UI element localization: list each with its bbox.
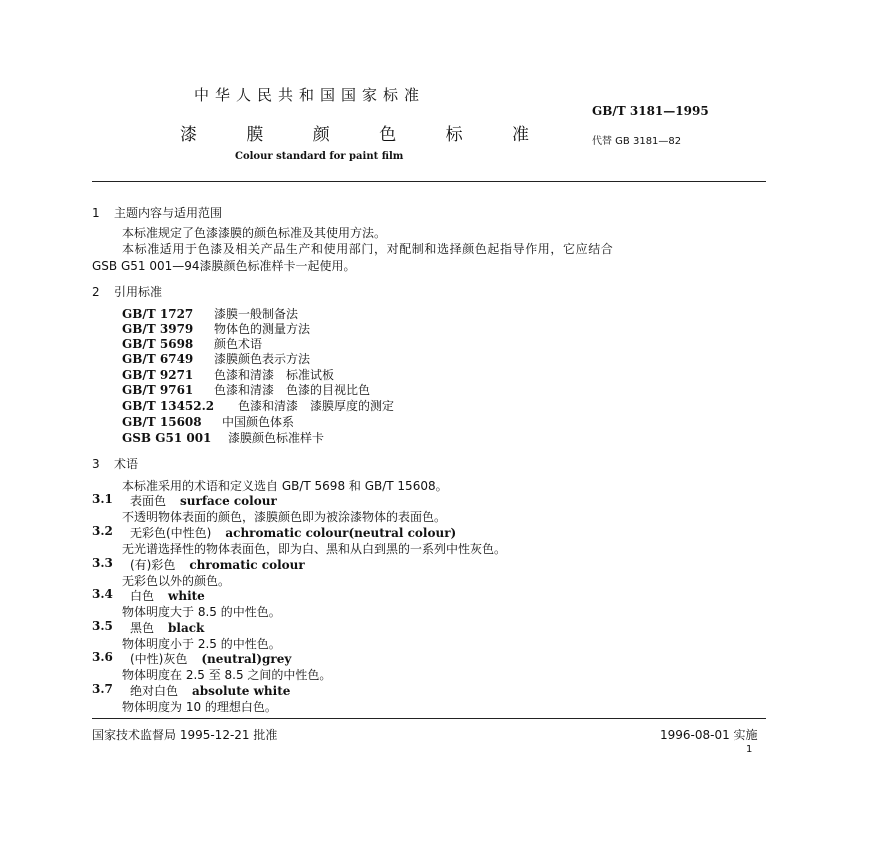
replaces-note: 代替 GB 3181—82 [592,136,682,147]
section-1-heading [92,204,222,221]
section-3-heading [92,455,138,472]
term-english: (neutral)grey [201,652,292,666]
section-1-para-2-line-1: 本标准适用于色漆及相关产品生产和使用部门，对配制和选择颜色起指导作用，它应结合 [122,242,614,256]
term-definition: 物体明度在 2.5 至 8.5 之间的中性色。 [122,668,332,682]
reference-item [122,413,294,430]
reference-code: GB/T 9761 [122,383,194,397]
top-rule [92,181,766,182]
term-number: 3.4 [92,587,113,601]
reference-item [122,350,310,367]
reference-code: GSB G51 001 [122,431,212,445]
term-number: 3.3 [92,556,113,570]
org-title: 中华人民共和国国家标准 [194,86,426,104]
document-title: 漆 膜 颜 色 标 准 [180,125,552,145]
section-3-title: 术语 [114,457,139,471]
term-english: absolute white [192,684,291,698]
term-chinese: (中性)灰色 [130,652,188,666]
term-number: 3.2 [92,524,113,538]
reference-title: 色漆和清漆 色漆的目视比色 [214,383,371,397]
term-heading [130,682,290,699]
term-definition: 物体明度小于 2.5 的中性色。 [122,637,281,651]
section-1-title: 主题内容与适用范围 [114,206,223,220]
section-1-number: 1 [92,206,100,220]
section-3-number: 3 [92,457,100,471]
term-number: 3.1 [92,492,113,506]
term-chinese: 表面色 [130,494,167,508]
section-1-para-2-line-2: GSB G51 001—94漆膜颜色标准样卡一起使用。 [92,259,356,273]
reference-title: 漆膜颜色表示方法 [214,352,311,366]
term-heading [130,619,204,636]
reference-title: 中国颜色体系 [222,415,295,429]
term-chinese: 绝对白色 [130,684,179,698]
term-definition: 物体明度为 10 的理想白色。 [122,700,277,714]
term-english: black [168,621,205,635]
section-2-number: 2 [92,285,100,299]
term-heading [130,556,305,573]
approval-note: 国家技术监督局 1995-12-21 批准 [92,728,278,742]
reference-code: GB/T 3979 [122,322,194,336]
term-heading [130,524,456,541]
reference-item [122,381,370,398]
reference-code: GB/T 5698 [122,337,194,351]
reference-title: 色漆和清漆 标准试板 [214,368,335,382]
reference-title: 漆膜颜色标准样卡 [228,431,325,445]
bottom-rule [92,718,766,719]
term-chinese: 白色 [130,589,155,603]
section-2-heading [92,283,162,300]
standard-number: GB/T 3181—1995 [592,104,709,118]
term-chinese: 无彩色(中性色) [130,526,212,540]
page-number: 1 [746,744,753,755]
term-heading [130,587,205,604]
term-number: 3.6 [92,650,113,664]
term-definition: 物体明度大于 8.5 的中性色。 [122,605,281,619]
reference-code: GB/T 6749 [122,352,194,366]
term-english: achromatic colour(neutral colour) [225,526,457,540]
section-2-title: 引用标准 [114,285,163,299]
term-english: surface colour [180,494,277,508]
reference-code: GB/T 13452.2 [122,399,215,413]
reference-title: 颜色术语 [214,337,263,351]
reference-title: 物体色的测量方法 [214,322,311,336]
reference-code: GB/T 1727 [122,307,194,321]
term-chinese: 黑色 [130,621,155,635]
document-title-english: Colour standard for paint film [235,151,404,162]
term-definition: 无光谱选择性的物体表面色，即为白、黑和从白到黑的一系列中性灰色。 [122,542,507,556]
reference-item [122,429,324,446]
term-heading [130,650,291,667]
term-heading [130,492,277,509]
term-english: chromatic colour [189,558,305,572]
term-definition: 不透明物体表面的颜色，漆膜颜色即为被涂漆物体的表面色。 [122,510,447,524]
reference-code: GB/T 9271 [122,368,194,382]
term-english: white [168,589,205,603]
reference-code: GB/T 15608 [122,415,202,429]
reference-title: 漆膜一般制备法 [214,307,299,321]
term-number: 3.5 [92,619,113,633]
term-chinese: (有)彩色 [130,558,176,572]
reference-title: 色漆和清漆 漆膜厚度的测定 [238,399,395,413]
term-number: 3.7 [92,682,113,696]
section-1-para-1: 本标准规定了色漆漆膜的颜色标准及其使用方法。 [122,226,387,240]
term-definition: 无彩色以外的颜色。 [122,574,231,588]
section-3-intro: 本标准采用的术语和定义选自 GB/T 5698 和 GB/T 15608。 [122,479,448,493]
reference-item [122,397,394,414]
effective-date: 1996-08-01 实施 [660,728,758,742]
